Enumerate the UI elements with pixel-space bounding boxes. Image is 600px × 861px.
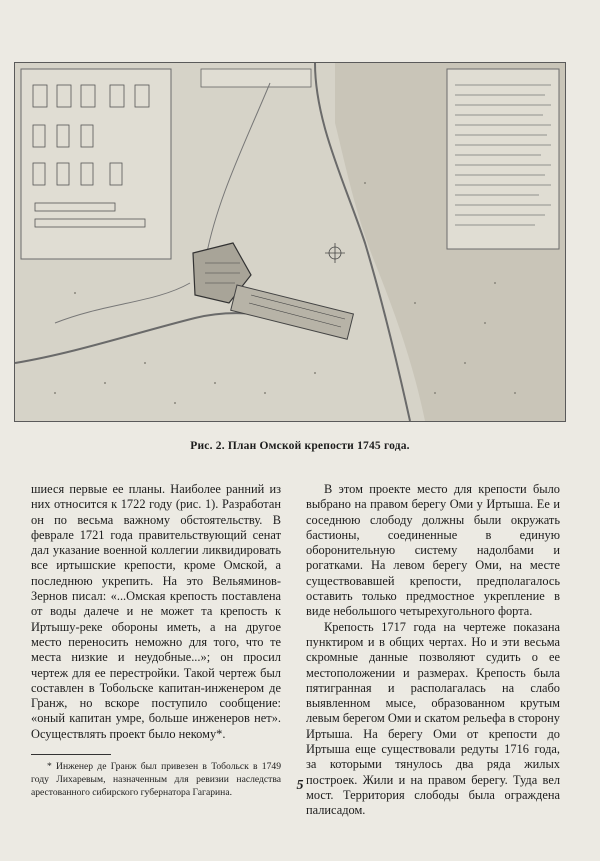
left-paragraph-1: шиеся первые ее планы. Наиболее ранний из них относится к 1722 году (рис. 1). Разработан он по весьма важному обстоятельству. В феврале 1721 года правительствующий сенат дал указание военной коллегии ликвидировать все иртышские крепости, кроме Омской, а последнюю укрепить. На это Вельяминов-Зернов писал: «...Омская крепость поставлена от воды далече и не может та крепость к Иртышу-реке обороны иметь, а на другое место переносить неможно для того, что те места низкие и неудобные...»; он просил чертеж для ее перестройки. Такой чертеж был составлен в Тобольске капитан-инженером де Гранж, но вскоре поступило сообщение: «оный капитан умре, больше инженеров нет». Осуществлять проект было некому*. bbox=[31, 482, 281, 741]
page-number: 5 bbox=[296, 778, 304, 793]
figure-caption: Рис. 2. План Омской крепости 1745 года. bbox=[190, 440, 410, 452]
right-paragraph-2: Крепость 1717 года на чертеже показана пунктиром и в общих чертах. Но и эти весьма скромные данные позволяют судить о ее местоположении и размерах. Крепость была пятигранная и располагалась на слабо выявленном мысе, образованном крутым левым берегом Оми и скатом рельефа в сторону Иртыша. На берегу Оми от крепости до Иртыша еще существовали редуты 1716 года, за которыми тянулось два ряда жилых построек. Жили и на правом берегу. Туда вел мост. Территория слободы была ограждена палисадом. bbox=[306, 619, 560, 818]
map-drawing bbox=[15, 63, 565, 421]
footnote: * Инженер де Гранж был привезен в Тобольск в 1749 году Лихаревым, назначенным для ревизии наследства арестованного сибирского губернатора Гагарина. bbox=[31, 761, 281, 799]
omsk-fortress-plan-illustration bbox=[14, 62, 566, 422]
right-paragraph-1: В этом проекте место для крепости было выбрано на правом берегу Оми у Иртыша. Ее и соседнюю слободу должны были окружать бастионы, соединенные в единую оборонительную систему надолбами и рогатками. На левом берегу Оми, на месте существовавшей крепости, предполагалось оставить только предмостное укрепление в виде небольшого четырехугольного форта. bbox=[306, 482, 560, 619]
left-column bbox=[31, 482, 281, 800]
right-column bbox=[306, 482, 560, 819]
footnote-divider bbox=[31, 754, 111, 755]
